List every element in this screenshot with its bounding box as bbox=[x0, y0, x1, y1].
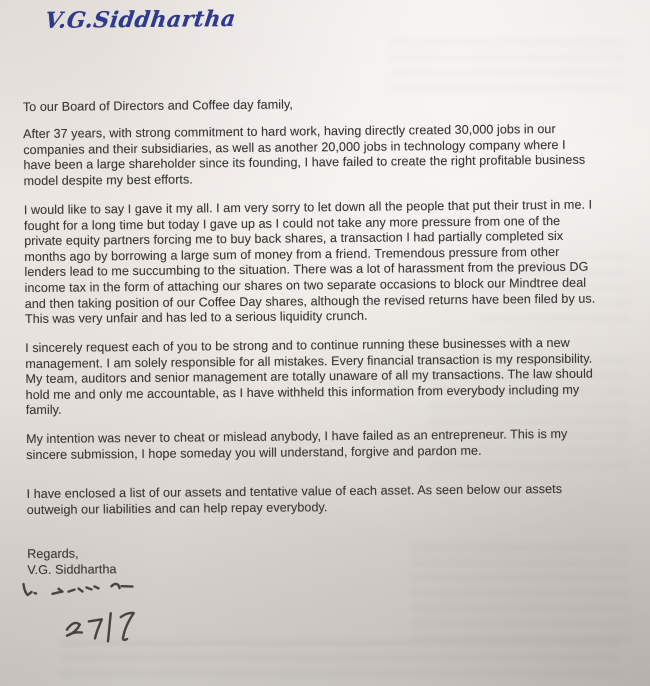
letterhead-name: V.G.Siddhartha bbox=[43, 6, 238, 34]
signature-scrawl bbox=[16, 576, 202, 663]
paragraph-3: I sincerely request each of you to be strong and to continue running these businesses with a new management. I am solely responsible for all mistakes. Every financial transaction is my responsibility. My team, auditors and senior management are totally unaware of all my transactions. The law should hold me and only me accountable, as I have withheld this information from everybody including my family. bbox=[25, 335, 594, 418]
salutation: To our Board of Directors and Coffee day family, bbox=[22, 97, 293, 115]
paragraph-1: After 37 years, with strong commitment to hard work, having directly created 30,000 jobs in our companies and their subsidiaries, as well as another 20,000 jobs in technology company where I have been a large shareholder since its founding, I have failed to create the right profitable business model despite my best efforts. bbox=[23, 121, 586, 188]
paragraph-5: I have enclosed a list of our assets and tentative value of each asset. As seen below our assets outweigh our liabilities and can help repay everybody. bbox=[26, 481, 563, 517]
closing-signoff: Regards, V.G. Siddhartha bbox=[27, 546, 117, 577]
paragraph-4: My intention was never to cheat or mislead anybody, I have failed as an entrepreneur. This is my sincere submission, I hope someday you will understand, forgive and pardon me. bbox=[25, 426, 568, 462]
paragraph-2: I would like to say I gave it my all. I am very sorry to let down all the people that put their trust in me. I fought for a long time but today I gave up as I could not take any more pressure from one of the private equity partners forcing me to buy back shares, a transaction I had partially completed six months ago by borrowing a large sum of money from a friend. Tremendous pressure from other lenders lead to me succumbing to the situation. There was a lot of harassment from the previous DG income tax in the form of attaching our shares on two separate occasions to block our Mindtree deal and then taking position of our Coffee Day shares, although the revised returns have been filed by us. This was very unfair and has led to a serious liquidity crunch. bbox=[23, 197, 596, 327]
